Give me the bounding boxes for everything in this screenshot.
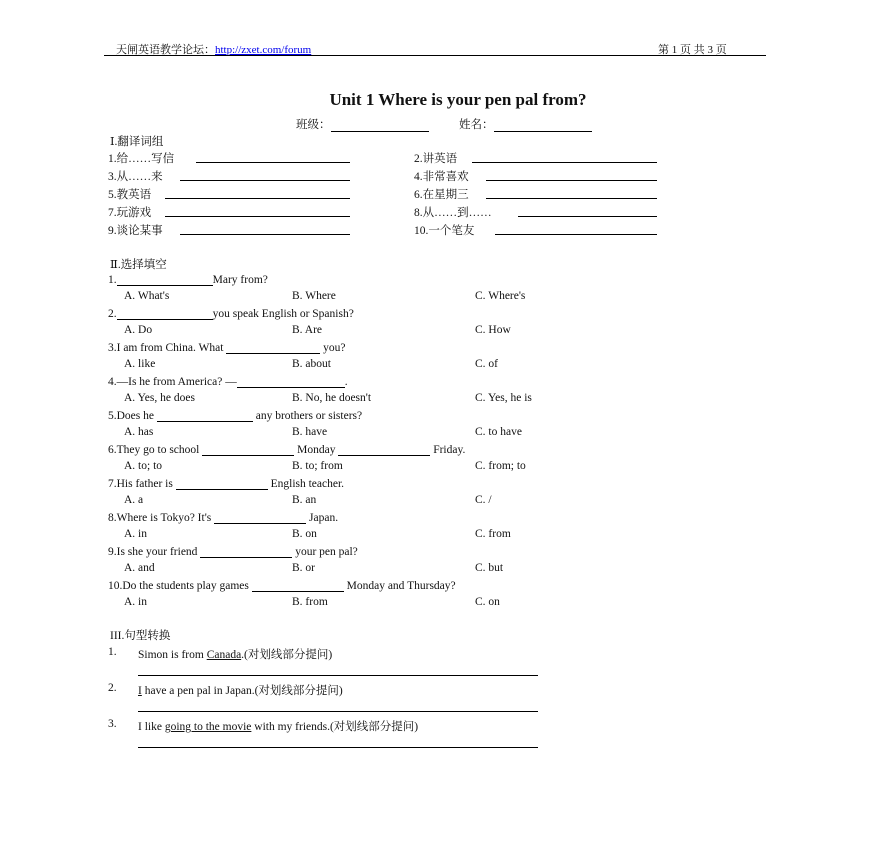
name-blank[interactable] xyxy=(494,119,592,132)
class-field xyxy=(296,116,429,132)
underlined-part: I xyxy=(138,685,142,697)
option-c[interactable]: C. to have xyxy=(475,426,522,438)
translate-item: 1.给……写信 xyxy=(108,153,175,165)
transform-item: 2. xyxy=(108,682,117,694)
option-c[interactable]: C. Yes, he is xyxy=(475,392,532,404)
answer-blank[interactable] xyxy=(237,375,345,388)
answer-line[interactable] xyxy=(138,675,538,676)
translate-item: 10.一个笔友 xyxy=(414,225,475,237)
question: 5.Does he any brothers or sisters? xyxy=(108,410,363,422)
transform-sentence: I have a pen pal in Japan.(对划线部分提问) xyxy=(138,685,343,697)
option-a[interactable]: A. in xyxy=(124,528,147,540)
transform-sentence: I like going to the movie with my friends.(对划线部分提问) xyxy=(138,721,419,733)
question: 2. you speak English or Spanish? xyxy=(108,308,354,320)
translate-blank[interactable] xyxy=(165,198,350,199)
answer-line[interactable] xyxy=(138,747,538,748)
translate-item: 5.教英语 xyxy=(108,189,152,201)
option-a[interactable]: A. Do xyxy=(124,324,153,336)
transform-item: 3. xyxy=(108,718,117,730)
translate-item: 3.从……来 xyxy=(108,171,163,183)
answer-blank[interactable] xyxy=(157,409,253,422)
question: 9.Is she your friend your pen pal? xyxy=(108,546,358,558)
question: 4.—Is he from America? — . xyxy=(108,376,348,388)
translate-blank[interactable] xyxy=(196,162,350,163)
option-a[interactable]: A. in xyxy=(124,596,147,608)
answer-blank[interactable] xyxy=(117,307,213,320)
option-c[interactable]: C. but xyxy=(475,562,504,574)
forum-label: 天闸英语教学论坛： xyxy=(116,44,215,56)
answer-blank[interactable] xyxy=(176,477,268,490)
section3-heading: III.句型转换 xyxy=(110,630,171,642)
question: 6.They go to school Monday Friday. xyxy=(108,444,466,456)
translate-item: 8.从……到…… xyxy=(414,207,492,219)
translate-blank[interactable] xyxy=(180,234,350,235)
translate-item: 7.玩游戏 xyxy=(108,207,152,219)
answer-blank[interactable] xyxy=(202,443,294,456)
answer-blank[interactable] xyxy=(226,341,320,354)
transform-item: 1. xyxy=(108,646,117,658)
option-b[interactable]: B. from xyxy=(292,596,328,608)
option-a[interactable]: A. to; to xyxy=(124,460,163,472)
header-divider xyxy=(104,55,766,56)
option-b[interactable]: B. to; from xyxy=(292,460,343,472)
option-c[interactable]: C. from; to xyxy=(475,460,526,472)
option-a[interactable]: A. like xyxy=(124,358,156,370)
option-a[interactable]: A. has xyxy=(124,426,154,438)
option-b[interactable]: B. an xyxy=(292,494,317,506)
answer-blank[interactable] xyxy=(252,579,344,592)
translate-blank[interactable] xyxy=(486,180,657,181)
translate-blank[interactable] xyxy=(495,234,657,235)
question: 7.His father is English teacher. xyxy=(108,478,345,490)
question: 3.I am from China. What you? xyxy=(108,342,346,354)
forum-link[interactable]: http://zxet.com/forum xyxy=(215,44,312,56)
option-c[interactable]: C. How xyxy=(475,324,511,336)
underlined-part: Canada xyxy=(206,649,242,661)
option-a[interactable]: A. Yes, he does xyxy=(124,392,195,404)
name-label: 姓名： xyxy=(459,119,494,131)
option-c[interactable]: C. from xyxy=(475,528,511,540)
name-field xyxy=(459,116,592,132)
option-c[interactable]: C. / xyxy=(475,494,492,506)
option-a[interactable]: A. and xyxy=(124,562,155,574)
translate-item: 4.非常喜欢 xyxy=(414,171,469,183)
option-b[interactable]: B. about xyxy=(292,358,331,370)
page-info: 第 1 页 共 3 页 xyxy=(658,44,727,56)
translate-blank[interactable] xyxy=(472,162,657,163)
answer-line[interactable] xyxy=(138,711,538,712)
option-b[interactable]: B. Where xyxy=(292,290,336,302)
class-blank[interactable] xyxy=(331,119,429,132)
option-b[interactable]: B. have xyxy=(292,426,328,438)
translate-item: 2.讲英语 xyxy=(414,153,458,165)
section2-heading: Ⅱ.选择填空 xyxy=(110,259,167,271)
question: 10.Do the students play games Monday and Thursday? xyxy=(108,580,456,592)
option-b[interactable]: B. Are xyxy=(292,324,323,336)
translate-blank[interactable] xyxy=(518,216,657,217)
class-label: 班级： xyxy=(296,119,331,131)
translate-blank[interactable] xyxy=(180,180,350,181)
underlined-part: going to the movie xyxy=(164,721,252,733)
option-b[interactable]: B. or xyxy=(292,562,315,574)
answer-blank[interactable] xyxy=(200,545,292,558)
transform-sentence: Simon is from Canada.(对划线部分提问) xyxy=(138,649,333,661)
option-c[interactable]: C. of xyxy=(475,358,498,370)
option-b[interactable]: B. on xyxy=(292,528,317,540)
question: 1. Mary from? xyxy=(108,274,268,286)
translate-item: 9.谈论某事 xyxy=(108,225,163,237)
translate-item: 6.在星期三 xyxy=(414,189,469,201)
option-c[interactable]: C. on xyxy=(475,596,500,608)
answer-blank[interactable] xyxy=(214,511,306,524)
option-b[interactable]: B. No, he doesn't xyxy=(292,392,372,404)
translate-blank[interactable] xyxy=(486,198,657,199)
translate-blank[interactable] xyxy=(165,216,350,217)
answer-blank[interactable] xyxy=(117,273,213,286)
page-title: Unit 1 Where is your pen pal from? xyxy=(329,90,587,109)
option-c[interactable]: C. Where's xyxy=(475,290,526,302)
option-a[interactable]: A. What's xyxy=(124,290,170,302)
answer-blank[interactable] xyxy=(338,443,430,456)
question: 8.Where is Tokyo? It's Japan. xyxy=(108,512,339,524)
option-a[interactable]: A. a xyxy=(124,494,144,506)
section1-heading: Ⅰ.翻译词组 xyxy=(110,136,164,148)
